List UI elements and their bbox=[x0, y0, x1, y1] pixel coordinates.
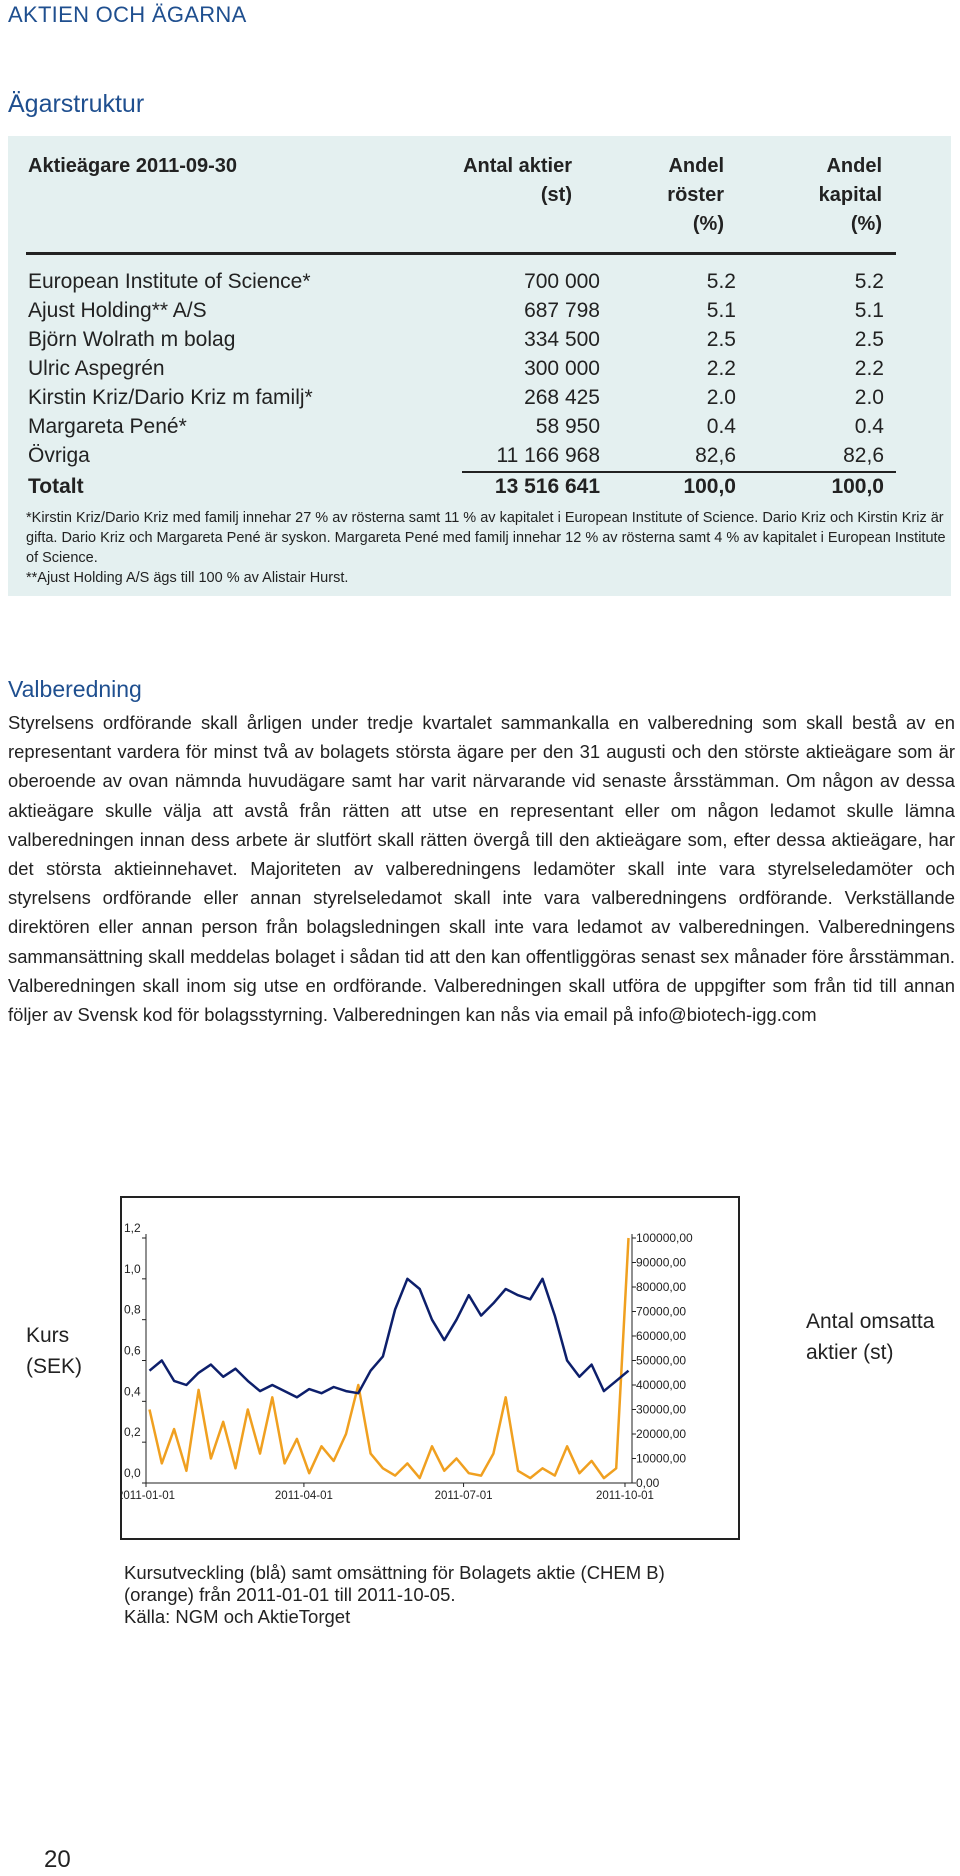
x-tick-label: 2011-07-01 bbox=[434, 1490, 493, 1502]
y-right-tick-label: 10000,00 bbox=[636, 1451, 687, 1466]
table-header-votes: Andel röster (%) bbox=[667, 155, 724, 235]
table-row: Ajust Holding** A/S 687 798 5.1 5.1 bbox=[28, 299, 884, 322]
y-right-tick-label: 70000,00 bbox=[636, 1304, 687, 1319]
left-axis-label: Kurs (SEK) bbox=[26, 1324, 83, 1378]
table-footnote: **Ajust Holding A/S ägs till 100 % av Alistair Hurst. bbox=[26, 570, 349, 586]
volume-series-line bbox=[150, 1238, 629, 1478]
y-left-tick-label: 1,2 bbox=[124, 1221, 141, 1235]
chart-caption: Kursutveckling (blå) samt omsättning för Bolagets aktie (CHEM B) (orange) från 2011-01-01 till 2011-10-05. Källa: NGM och AktieTorget bbox=[124, 1562, 665, 1627]
y-left-tick-label: 0,2 bbox=[124, 1425, 141, 1440]
table-header-capital: Andel kapital (%) bbox=[818, 155, 882, 235]
section-label: AKTIEN OCH ÄGARNA bbox=[8, 2, 247, 27]
table-row: European Institute of Science* 700 000 5.2 5.2 bbox=[28, 270, 884, 293]
table-footnote: *Kirstin Kriz/Dario Kriz med familj innehar 27 % av rösterna samt 11 % av kapitalet i European Institute of Science. Dario Kriz och Kirstin Kriz är gifta. Dario Kriz och Margareta Pené är syskon. Margareta Pené med familj innehar 12 % av rösterna samt 4 % av kapitalet i European Institute of Science. bbox=[26, 510, 946, 566]
page-title: Ägarstruktur bbox=[8, 90, 145, 118]
y-right-tick-label: 30000,00 bbox=[636, 1402, 687, 1417]
page-number: 20 bbox=[44, 1846, 71, 1873]
y-right-tick-label: 80000,00 bbox=[636, 1280, 687, 1294]
chart-frame bbox=[120, 1196, 740, 1540]
y-left-tick-label: 0,8 bbox=[124, 1302, 141, 1317]
y-right-tick-label: 40000,00 bbox=[636, 1378, 687, 1392]
y-left-tick-label: 0,6 bbox=[124, 1343, 141, 1358]
y-right-tick-label: 50000,00 bbox=[636, 1353, 687, 1368]
table-header-rule bbox=[26, 252, 896, 255]
x-tick-label: 2011-01-01 bbox=[122, 1490, 175, 1502]
y-left-tick-label: 0,4 bbox=[124, 1384, 141, 1399]
y-left-tick-label: 0,0 bbox=[124, 1466, 141, 1480]
table-header-shares: Antal aktier (st) bbox=[463, 155, 572, 206]
table-row: Övriga 11 166 968 82,6 82,6 bbox=[28, 444, 884, 467]
body-paragraph: Styrelsens ordförande skall årligen under tredje kvartalet sammankalla en valberedning som skall bestå av en representant vardera för minst två av bolagets största ägare per den 31 augusti och den störste aktieägare som är oberoende av ovan nämnda huvudägare samt har varit närvarande vid senaste årsstämman. Om någon av dessa aktieägare skulle välja att avstå från rätten att utse en representant eller om någon ledamot skulle lämna valberedningen innan dess arbete är slutfört skall rätten övergå till den aktieägare som, efter dessa aktieägare, har det största aktieinnehavet. Majoriteten av valberedningens ledamöter skall inte vara styrelseledamöter och styrelsens ordförande eller annan styrelseledamot skall inte vara valberedningens ordförande. Verkställande direktören eller annan person från bolagsledningen skall inte vara ledamot av valberedningen. Valberedningens sammansättning skall meddelas bolaget i sådan tid att den kan offentliggöras senast sex månader före årsstämman. Valberedningen skall inom sig utse en ordförande. Valberedningen skall utföra de uppgifter som från tid till annan följer av Svensk kod för bolagsstyrning. Valberedningen kan nås via email på info@biotech-igg.com bbox=[8, 712, 955, 1026]
y-left-tick-label: 1,0 bbox=[124, 1261, 141, 1276]
x-tick-label: 2011-10-01 bbox=[595, 1490, 654, 1502]
x-tick-label: 2011-04-01 bbox=[274, 1490, 333, 1502]
right-axis-label: Antal omsatta aktier (st) bbox=[806, 1310, 935, 1364]
table-row: Björn Wolrath m bolag 334 500 2.5 2.5 bbox=[28, 328, 884, 351]
section-heading: Valberedning bbox=[8, 676, 142, 702]
y-right-tick-label: 100000,00 bbox=[636, 1231, 693, 1245]
table-total-row: Totalt 13 516 641 100,0 100,0 bbox=[28, 475, 884, 498]
table-row: Margareta Pené* 58 950 0.4 0.4 bbox=[28, 415, 884, 438]
y-right-tick-label: 60000,00 bbox=[636, 1329, 687, 1343]
y-right-tick-label: 0,00 bbox=[636, 1476, 660, 1490]
price-volume-chart bbox=[122, 1198, 738, 1538]
table-row: Ulric Aspegrén 300 000 2.2 2.2 bbox=[28, 357, 884, 380]
price-series-line bbox=[150, 1279, 629, 1398]
y-right-tick-label: 90000,00 bbox=[636, 1255, 687, 1270]
y-right-tick-label: 20000,00 bbox=[636, 1427, 687, 1441]
table-header-shareholder: Aktieägare 2011-09-30 bbox=[28, 155, 238, 177]
table-row: Kirstin Kriz/Dario Kriz m familj* 268 425 2.0 2.0 bbox=[28, 386, 884, 409]
